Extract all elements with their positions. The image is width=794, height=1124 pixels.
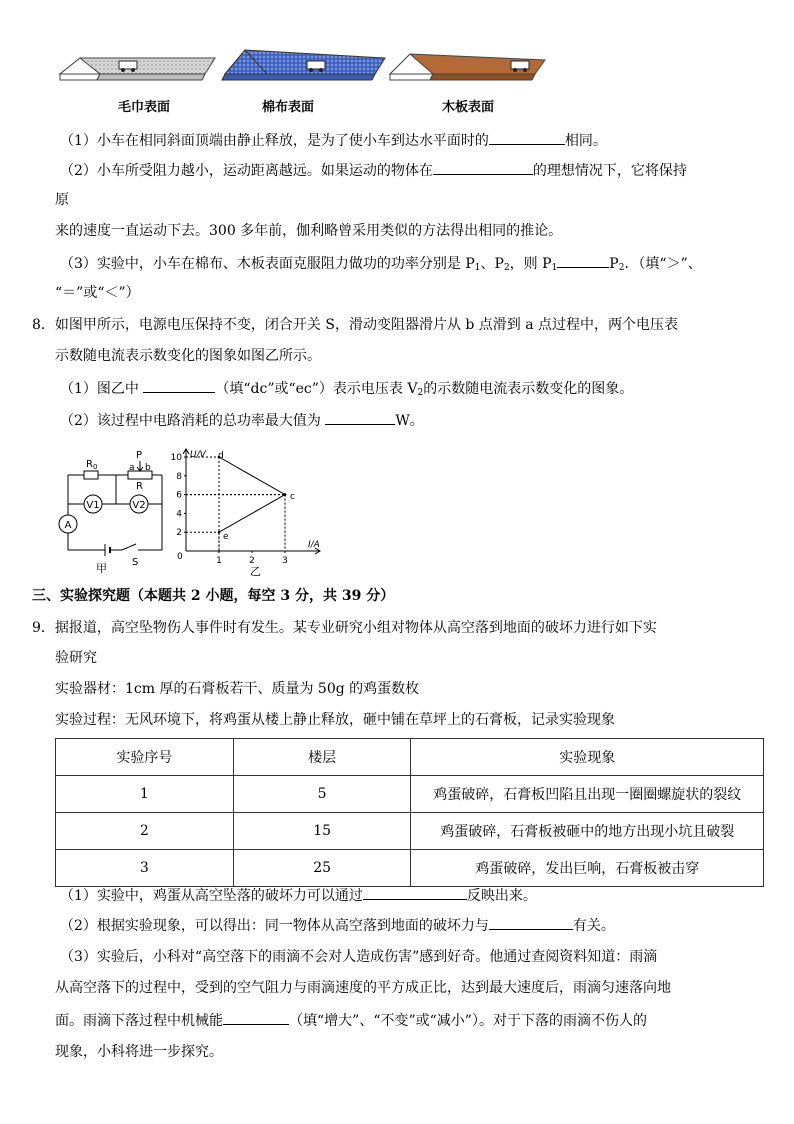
cotton-plane — [222, 50, 385, 80]
svg-text:A: A — [64, 520, 72, 531]
y-tick-label: 6 — [176, 490, 182, 501]
answer-blank[interactable] — [489, 915, 573, 930]
table-cell: 鸡蛋破碎，发出巨响，石膏板被击穿 — [411, 850, 764, 887]
q7-part2-wrap: 原 — [55, 192, 69, 208]
table-header-row — [56, 739, 764, 776]
table-cell: 2 — [56, 813, 234, 850]
towel-plane — [60, 58, 215, 80]
x-tick-label: 1 — [216, 556, 222, 566]
table-cell: 3 — [56, 850, 234, 887]
table-header: 实验序号 — [56, 739, 234, 776]
experiment-table — [55, 738, 764, 887]
voltmeter-v1 — [84, 495, 102, 513]
q9-stem-cont: 验研究 — [55, 650, 97, 666]
point-e-label: e — [223, 532, 229, 542]
y-tick-label: 10 — [170, 453, 182, 463]
point-d-label: d — [218, 451, 224, 461]
wood-plane — [390, 54, 545, 80]
switch-label: S — [132, 557, 139, 568]
q9-materials: 实验器材：1cm 厚的石膏板若干、质量为 50g 的鸡蛋数枚 — [55, 681, 420, 697]
voltage-current-graph — [170, 445, 340, 580]
table-row — [56, 813, 764, 850]
point-c-label: c — [290, 492, 295, 502]
q9-part2: （2）根据实验现象，可以得出：同一物体从高空落到地面的破坏力与 有关。 — [60, 915, 615, 936]
surface-label-towel: 毛巾表面 — [118, 100, 171, 115]
q9-part3-line1: （3）实验后，小科对“高空落下的雨滴不会对人造成伤害”感到好奇。他通过查阅资料知道：雨滴 — [60, 949, 658, 965]
q9-part3-line2: 从高空落下的过程中，受到的空气阻力与雨滴速度的平方成正比，达到最大速度后，雨滴匀速落向地 — [55, 980, 671, 996]
series-line-ec — [219, 495, 285, 533]
table-row — [56, 850, 764, 887]
circuit-caption: 甲 — [96, 562, 107, 575]
table-cell: 鸡蛋破碎，石膏板被砸中的地方出现小坑且破裂 — [411, 813, 764, 850]
data-point — [218, 531, 221, 534]
q8-part2: （2）该过程中电路消耗的总功率最大值为 W。 — [60, 410, 424, 431]
y-tick-label: 2 — [176, 528, 182, 539]
y-tick-label: 8 — [176, 471, 182, 482]
answer-blank[interactable] — [143, 378, 215, 393]
cart-icon — [307, 61, 325, 69]
q7-part2: （2）小车所受阻力越小，运动距离越远。如果运动的物体在 的理想情况下，它将保持 — [60, 160, 687, 181]
answer-blank[interactable] — [557, 253, 609, 268]
answer-blank[interactable] — [223, 1010, 289, 1025]
cart-icon — [511, 61, 529, 69]
table-cell: 5 — [233, 776, 411, 813]
q8-part1: （1）图乙中 （填“dc”或“ec”）表示电压表 $V_2$的示数随电流表示数变化的图象。 — [60, 378, 633, 403]
table-cell: 25 — [233, 850, 411, 887]
q7-part2-cont: 来的速度一直运动下去。300 多年前，伽利略曾采用类似的方法得出相同的推论。 — [55, 223, 563, 239]
x-tick-label: 2 — [249, 556, 255, 566]
q8-stem-cont: 示数随电流表示数变化的图象如图乙所示。 — [55, 348, 321, 364]
point-a-label: a — [129, 463, 135, 473]
resistor-r0 — [84, 471, 98, 479]
table-row — [56, 776, 764, 813]
q9-process: 实验过程：无风环境下，将鸡蛋从楼上静止释放，砸中铺在草坪上的石膏板，记录实验现象 — [55, 712, 615, 728]
svg-text:V1: V1 — [86, 500, 100, 511]
surface-label-cotton: 棉布表面 — [262, 100, 315, 115]
cart-icon — [119, 61, 137, 69]
q9-part3-line4: 现象，小科将进一步探究。 — [55, 1044, 223, 1060]
series-line-dc — [219, 457, 285, 495]
ammeter — [59, 515, 77, 533]
q9-part3-line3: 面。雨滴下落过程中机械能 （填“增大”、“不变”或“减小”）。对于下落的雨滴不伤人的 — [55, 1010, 647, 1031]
q7-part3-cont: “＝”或“＜”） — [55, 285, 140, 301]
x-tick-label: 3 — [282, 556, 288, 566]
slider-label-p: P — [136, 450, 143, 461]
point-b-label: b — [145, 463, 151, 473]
data-point — [284, 493, 287, 496]
surface-label-wood: 木板表面 — [442, 100, 495, 115]
table-cell: 鸡蛋破碎，石膏板凹陷且出现一圈圈螺旋状的裂纹 — [411, 776, 764, 813]
q7-part1: （1）小车在相同斜面顶端由静止释放，是为了使小车到达水平面时的 相同。 — [60, 130, 607, 151]
rheostat-label: R — [136, 481, 143, 492]
q8-stem: 8．如图甲所示，电源电压保持不变，闭合开关 S，滑动变阻器滑片从 b 点滑到 a 点过程中，两个电压表 — [32, 317, 679, 333]
table-header: 实验现象 — [411, 739, 764, 776]
section-heading: 三、实验探究题（本题共 2 小题，每空 3 分，共 39 分） — [32, 588, 395, 604]
q9-stem: 9．据报道，高空坠物伤人事件时有发生。某专业研究小组对物体从高空落到地面的破坏力进行如下实 — [32, 620, 657, 636]
y-tick-label: 4 — [176, 509, 182, 520]
y-axis-label: U/V — [190, 450, 206, 460]
q7-part3: （3）实验中，小车在棉布、木板表面克服阻力做功的功率分别是 $P_1$、$P_2$，则 $P_1$ $P_2$．（填“＞”、 — [60, 253, 702, 278]
origin-label: 0 — [177, 552, 183, 562]
table-header: 楼层 — [233, 739, 411, 776]
answer-blank[interactable] — [433, 160, 533, 175]
answer-blank[interactable] — [363, 885, 467, 900]
circuit-diagram — [50, 447, 180, 577]
x-axis-label: I/A — [308, 540, 320, 550]
voltmeter-v2 — [130, 495, 148, 513]
table-cell: 15 — [233, 813, 411, 850]
surfaces-figure — [55, 40, 555, 90]
answer-blank[interactable] — [325, 410, 395, 425]
table-cell: 1 — [56, 776, 234, 813]
svg-text:V2: V2 — [132, 500, 146, 511]
graph-caption: 乙 — [250, 565, 261, 578]
answer-blank[interactable] — [489, 130, 565, 145]
r0-label: $R_0$ — [86, 459, 98, 471]
q9-part1: （1）实验中，鸡蛋从高空坠落的破坏力可以通过 反映出来。 — [60, 885, 537, 906]
